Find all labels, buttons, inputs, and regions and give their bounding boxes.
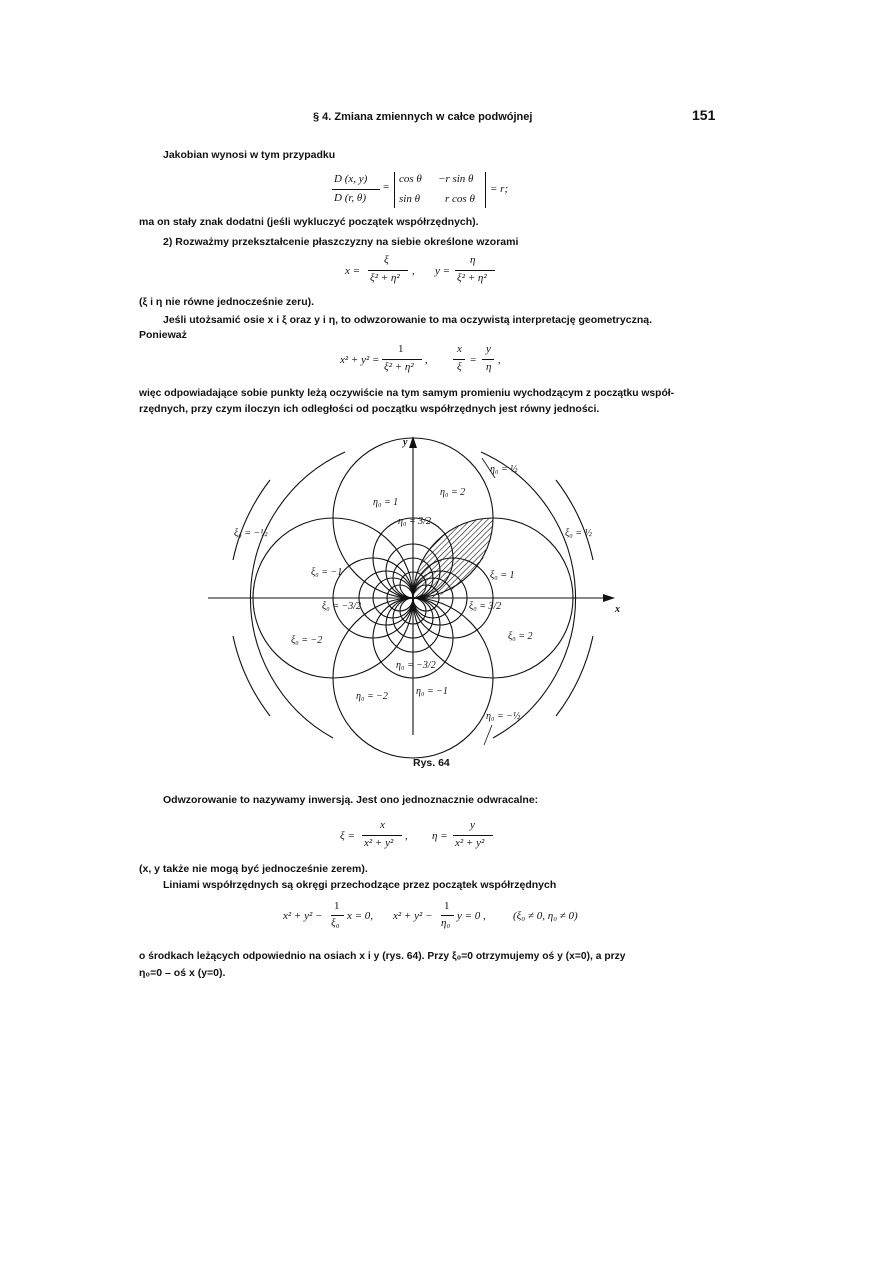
- label-eta-half: η₀ = ½: [490, 464, 518, 475]
- figure-caption: Rys. 64: [413, 757, 450, 769]
- paragraph: (x, y także nie mogą być jednocześnie zerem).: [139, 863, 368, 875]
- label-xi-minus-2: ξ₀ = −2: [291, 635, 323, 646]
- paragraph: (ξ i η nie równe jednocześnie zeru).: [139, 296, 315, 308]
- paragraph: Odwzorowanie to nazywamy inwersją. Jest ono jednoznacznie odwracalne:: [163, 794, 539, 806]
- label-eta-1: η₀ = 1: [373, 497, 399, 508]
- paragraph: więc odpowiadające sobie punkty leżą oczywiście na tym samym promieniu wychodzącym z początku współ-: [139, 388, 675, 399]
- paragraph: Jakobian wynosi w tym przypadku: [163, 149, 336, 161]
- label-xi-1: ξ₀ = 1: [490, 570, 515, 581]
- label-eta-minus-1: η₀ = −1: [416, 686, 448, 697]
- paragraph: Liniami współrzędnych są okręgi przechodzące przez początek współrzędnych: [163, 879, 557, 891]
- paragraph: Ponieważ: [139, 329, 187, 341]
- label-xi-minus-1: ξ₀ = −1: [311, 567, 343, 578]
- paragraph: rzędnych, przy czym iloczyn ich odległości od początku współrzędnych jest równy jedności.: [139, 403, 600, 415]
- label-eta-minus-half: η₀ = −½: [486, 711, 521, 722]
- paragraph: o środkach leżących odpowiednio na osiach x i y (rys. 64). Przy ξ₀=0 otrzymujemy oś y (x=0), a przy: [139, 951, 626, 962]
- label-xi-minus-half: ξ₀ = −½: [234, 528, 268, 539]
- label-eta-2: η₀ = 2: [440, 487, 466, 498]
- label-eta-minus-2: η₀ = −2: [356, 691, 388, 702]
- label-xi-2: ξ₀ = 2: [508, 631, 533, 642]
- page-number: 151: [692, 107, 716, 123]
- running-header: § 4. Zmiana zmiennych w całce podwójnej: [313, 111, 533, 123]
- label-eta-3-2: η₀ = 3/2: [398, 516, 431, 527]
- label-eta-minus-3-2: η₀ = −3/2: [396, 660, 436, 671]
- paragraph: 2) Rozważmy przekształcenie płaszczyzny na siebie określone wzorami: [163, 236, 519, 248]
- label-xi-3-2: ξ₀ = 3/2: [469, 601, 502, 612]
- label-xi-minus-3-2: ξ₀ = −3/2: [322, 601, 362, 612]
- paragraph: ma on stały znak dodatni (jeśli wykluczyć początek współrzędnych).: [139, 216, 479, 228]
- axis-label-x: x: [615, 604, 620, 615]
- axis-label-y: y: [403, 437, 408, 448]
- paragraph: η₀=0 – oś x (y=0).: [139, 967, 226, 979]
- paragraph: Jeśli utożsamić osie x i ξ oraz y i η, to odwzorowanie to ma oczywistą interpretację geometryczną.: [163, 314, 652, 326]
- label-xi-half: ξ₀ = ½: [565, 528, 593, 539]
